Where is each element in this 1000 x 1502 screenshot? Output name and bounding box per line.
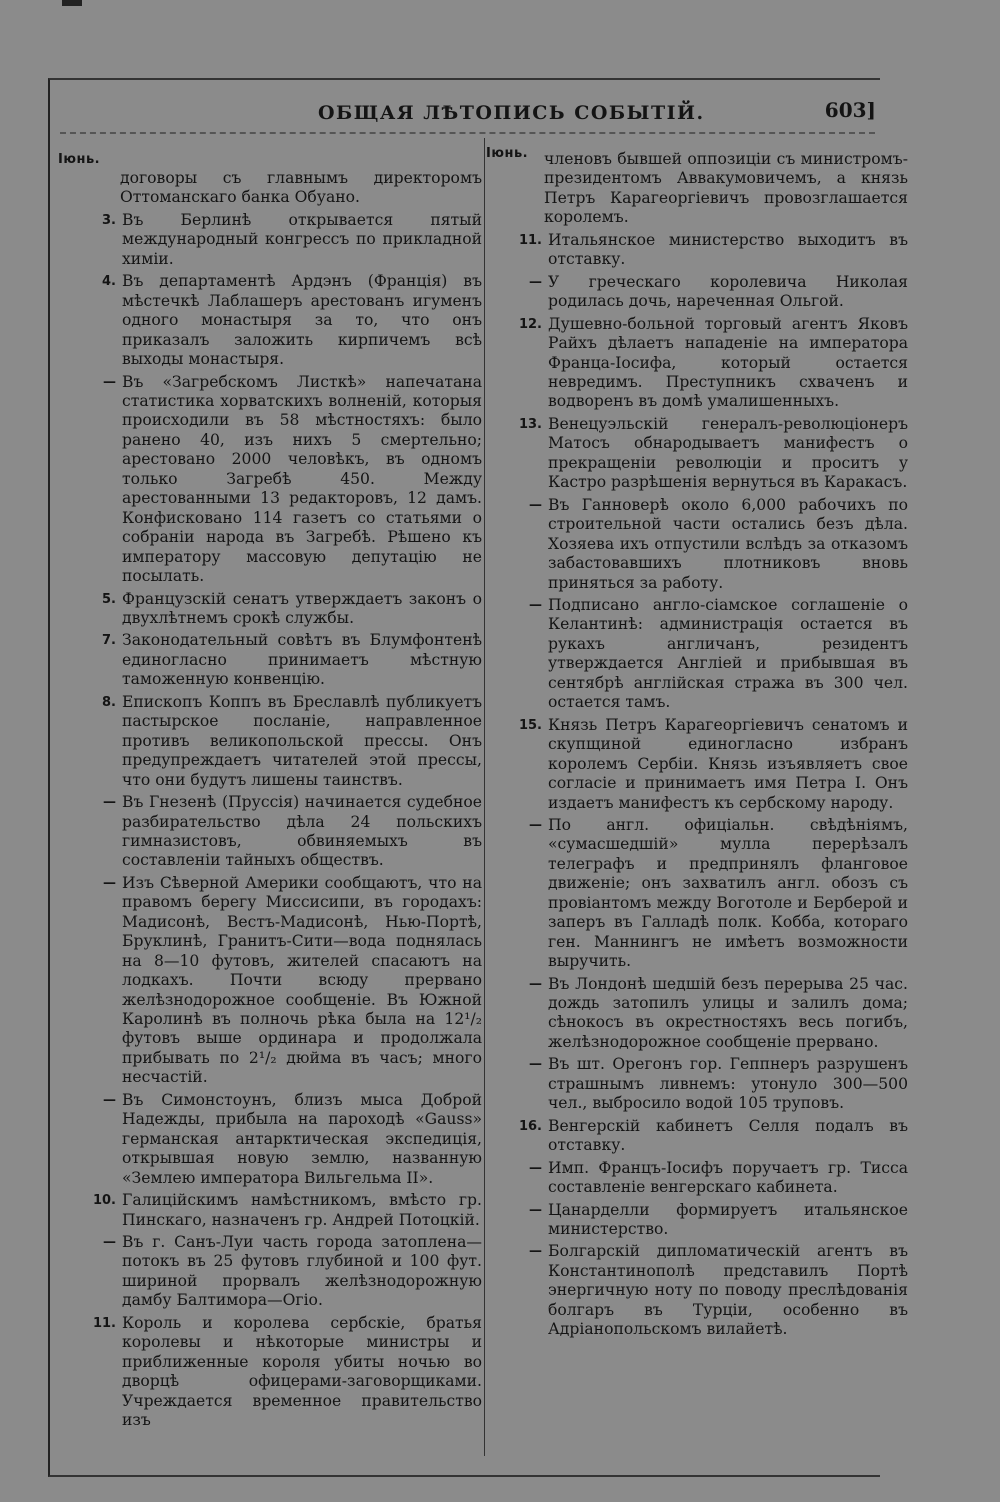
page-number: 603]: [824, 98, 876, 122]
entry-text: Князь Петръ Карагеоргіевичъ сенатомъ и скупщиной единогласно избранъ королемъ Сербіи. Князь изъявляетъ свое согласіе и принимаетъ имя Петра I. Онъ издаетъ манифестъ къ сербскому народу.: [548, 715, 908, 812]
entry-date: —: [529, 497, 542, 513]
entry-text: Итальянское министерство выходитъ въ отставку.: [548, 230, 908, 269]
entry-date: —: [529, 274, 542, 290]
entry-date: 15.: [518, 717, 542, 733]
entry-text: Венгерскій кабинетъ Селля подалъ въ отставку.: [548, 1116, 908, 1155]
chronicle-entry: [58, 693, 482, 790]
entry-date: 4.: [102, 274, 116, 290]
chronicle-entry: [58, 590, 482, 629]
column-divider: [484, 138, 485, 1456]
chronicle-entry: [490, 231, 908, 270]
entry-date: —: [529, 1160, 542, 1176]
entry-date: —: [103, 1235, 116, 1251]
chronicle-entry: [490, 716, 908, 813]
entry-text: Въ департаментѣ Ардэнъ (Франція) въ мѣстечкѣ Лаблашеръ арестованъ игуменъ одного монастыря за то, что онъ приказалъ заложить кирпичемъ всѣ выходы монастыря.: [122, 272, 482, 369]
entry-date: —: [103, 1092, 116, 1108]
entry-text: Законодательный совѣтъ въ Блумфонтенѣ единогласно принимаетъ мѣстную таможенную конвенцію.: [122, 631, 482, 689]
header-rule: [60, 132, 875, 134]
entry-text: Изъ Сѣверной Америки сообщаютъ, что на правомъ берегу Миссисипи, въ городахъ: Мадисонѣ, Вестъ-Мадисонѣ, Нью-Портѣ, Бруклинѣ, Гранитъ-Сити—вода поднялась на 8—10 футовъ, жителей спасаютъ на лодкахъ. Почти всюду прервано желѣзнодорожное сообщеніе. Въ Южной Каролинѣ въ полночь рѣка была на 12¹/₂ футовъ выше ординара и продолжала прибывать по 2¹/₂ дюйма въ часъ; много несчастій.: [122, 873, 482, 1087]
entry-text: Душевно-больной торговый агентъ Яковъ Райхъ дѣлаетъ нападеніе на императора Франца-Іосифа, который остается невредимъ. Преступникъ схваченъ и водворенъ въ домѣ умалишенныхъ.: [548, 314, 908, 411]
chronicle-entry: [490, 816, 908, 972]
entry-date: 10.: [92, 1193, 116, 1209]
entry-list: [490, 231, 908, 1340]
entry-date: —: [529, 597, 542, 613]
page-title: ОБЩАЯ ЛѢТОПИСЬ СОБЫТІЙ.: [318, 102, 705, 124]
entry-text: Въ шт. Орегонъ гор. Геппнеръ разрушенъ страшнымъ ливнемъ: утонуло 300—500 чел., выбросило водой 105 труповъ.: [548, 1055, 908, 1113]
continued-text: договоры съ главнымъ директоромъ Оттоманскаго банка Обуано.: [120, 169, 482, 207]
entry-text: Епископъ Коппъ въ Бреславлѣ публикуетъ пастырское посланіе, направленное противъ великопольской прессы. Онъ предупреждаетъ читателей этой прессы, что они будутъ лишены таинствъ.: [122, 692, 482, 789]
entry-date: 12.: [518, 316, 542, 332]
chronicle-entry: [490, 1159, 908, 1198]
entry-date: 8.: [102, 694, 116, 710]
entry-text: По англ. офиціальн. свѣдѣніямъ, «сумасшедшій» мулла перерѣзалъ телеграфъ и предпринялъ фланговое движеніе; онъ захватилъ англ. обозъ съ провіантомъ между Воготоле и Берберой и заперъ въ Галладѣ полк. Кобба, котораго ген. Маннингъ не имѣетъ возможности выручить.: [548, 815, 908, 971]
entry-date: —: [529, 1244, 542, 1260]
entry-text: Галиційскимъ намѣстникомъ, вмѣсто гр. Пинскаго, назначенъ гр. Андрей Потоцкій.: [122, 1191, 482, 1229]
chronicle-entry: [58, 373, 482, 587]
month-label: Іюнь.: [486, 146, 529, 161]
entry-text: Въ Симонстоунъ, близъ мыса Доброй Надежды, прибыла на пароходѣ «Gauss» германская антарктическая экспедиція, открывшая новую землю, названную «Землею императора Вильгельма II».: [122, 1090, 482, 1187]
entry-text: Въ г. Санъ-Луи часть города затоплена—потокъ въ 25 футовъ глубиной и 100 фут. шириной прорвалъ желѣзнодорожную дамбу Балтимора—Огіо.: [122, 1233, 482, 1310]
entry-text: Подписано англо-сіамское соглашеніе о Келантинѣ: администрація остается въ рукахъ англичанъ, резидентъ утверждается Англіей и прибывшая въ сентябрѣ англійская стража въ 300 чел. остается тамъ.: [548, 595, 908, 712]
chronicle-entry: [490, 315, 908, 412]
entry-text: Въ Гнезенѣ (Пруссія) начинается судебное разбирательство дѣла 24 польскихъ гимназистовъ, обвиняемыхъ въ составленіи тайныхъ обществъ.: [122, 793, 482, 870]
entry-date: —: [103, 374, 116, 390]
chronicle-entry: [58, 1091, 482, 1188]
entry-text: Имп. Францъ-Іосифъ поручаетъ гр. Тисса составленіе венгерскаго кабинета.: [548, 1158, 908, 1197]
entry-text: Въ «Загребскомъ Листкѣ» напечатана статистика хорватскихъ волненій, которыя происходили въ 58 мѣстностяхъ: было ранено 40, изъ нихъ 5 смертельно; арестовано 2000 человѣкъ, въ одномъ только Загребѣ 450. Между арестованными 13 редакторовъ, 12 дамъ. Конфисковано 114 газетъ со статьями о собраніи народа въ Загребѣ. Рѣшено къ императору массовую депутацію не посылать.: [122, 372, 482, 586]
chronicle-entry: [490, 975, 908, 1053]
entry-text: Венецуэльскій генералъ-революціонеръ Матосъ обнародываетъ манифестъ о прекращеніи революціи и проситъ у Кастро разрѣшенія вернуться въ Каракасъ.: [548, 414, 908, 492]
entry-date: 5.: [102, 591, 116, 607]
continued-text: членовъ бывшей оппозиціи съ министромъ-президентомъ Аввакумовичемъ, а князь Петръ Карагеоргіевичъ провозглашается королемъ.: [544, 150, 908, 227]
entry-date: —: [103, 795, 116, 811]
chronicle-entry: [490, 1117, 908, 1156]
entry-date: 16.: [518, 1118, 542, 1134]
entry-date: 11.: [92, 1315, 116, 1331]
chronicle-entry: [58, 874, 482, 1088]
entry-date: —: [529, 1202, 542, 1218]
scan-mark: [62, 0, 82, 6]
chronicle-entry: [490, 496, 908, 593]
chronicle-entry: [490, 415, 908, 493]
right-column: [486, 146, 908, 1343]
chronicle-entry: [58, 1233, 482, 1311]
running-header: [48, 98, 880, 134]
entry-text: Въ Лондонѣ шедшій безъ перерыва 25 час. дождь затопилъ улицы и залилъ дома; сѣнокосъ въ окрестностяхъ весь погибъ, желѣзнодорожное сообщеніе прервано.: [548, 974, 908, 1051]
entry-date: 13.: [518, 416, 542, 432]
entry-date: 7.: [102, 633, 116, 649]
month-label: Іюнь.: [58, 152, 101, 167]
chronicle-entry: [58, 272, 482, 369]
entry-text: Въ Ганноверѣ около 6,000 рабочихъ по строительной части остались безъ дѣла. Хозяева ихъ отпустили вслѣдъ за отказомъ забастовавшихъ плотниковъ вновь приняться за работу.: [548, 495, 908, 592]
entry-text: Въ Берлинѣ открывается пятый международный конгрессъ по прикладной химіи.: [122, 210, 482, 268]
entry-list: [58, 211, 482, 1431]
chronicle-entry: [58, 631, 482, 689]
chronicle-entry: [490, 1201, 908, 1240]
chronicle-entry: [490, 1242, 908, 1339]
chronicle-entry: [490, 596, 908, 713]
chronicle-entry: [58, 793, 482, 871]
left-column: [58, 150, 482, 1434]
entry-date: 3.: [102, 212, 116, 228]
entry-date: —: [529, 976, 542, 992]
chronicle-entry: [490, 273, 908, 312]
entry-text: Король и королева сербскіе, братья королевы и нѣкоторые министры и приближенные короля убиты ночью во дворцѣ офицерами-заговорщиками. Учреждается временное правительство изъ: [122, 1313, 482, 1430]
chronicle-entry: [58, 1314, 482, 1431]
chronicle-entry: [58, 1191, 482, 1230]
entry-text: Цанарделли формируетъ итальянское министерство.: [548, 1200, 908, 1239]
entry-text: Болгарскій дипломатическій агентъ въ Константинополѣ представилъ Портѣ энергичную ноту по поводу преслѣдованія болгаръ въ Турціи, особенно въ Адріанопольскомъ вилайетѣ.: [548, 1242, 908, 1339]
entry-date: —: [103, 875, 116, 891]
entry-date: —: [529, 817, 542, 833]
entry-date: —: [529, 1057, 542, 1073]
entry-text: У греческаго королевича Николая родилась дочь, нареченная Ольгой.: [548, 272, 908, 311]
entry-date: 11.: [518, 232, 542, 248]
entry-text: Французскій сенатъ утверждаетъ законъ о двухлѣтнемъ срокѣ службы.: [122, 589, 482, 627]
chronicle-entry: [58, 211, 482, 269]
chronicle-entry: [490, 1055, 908, 1113]
